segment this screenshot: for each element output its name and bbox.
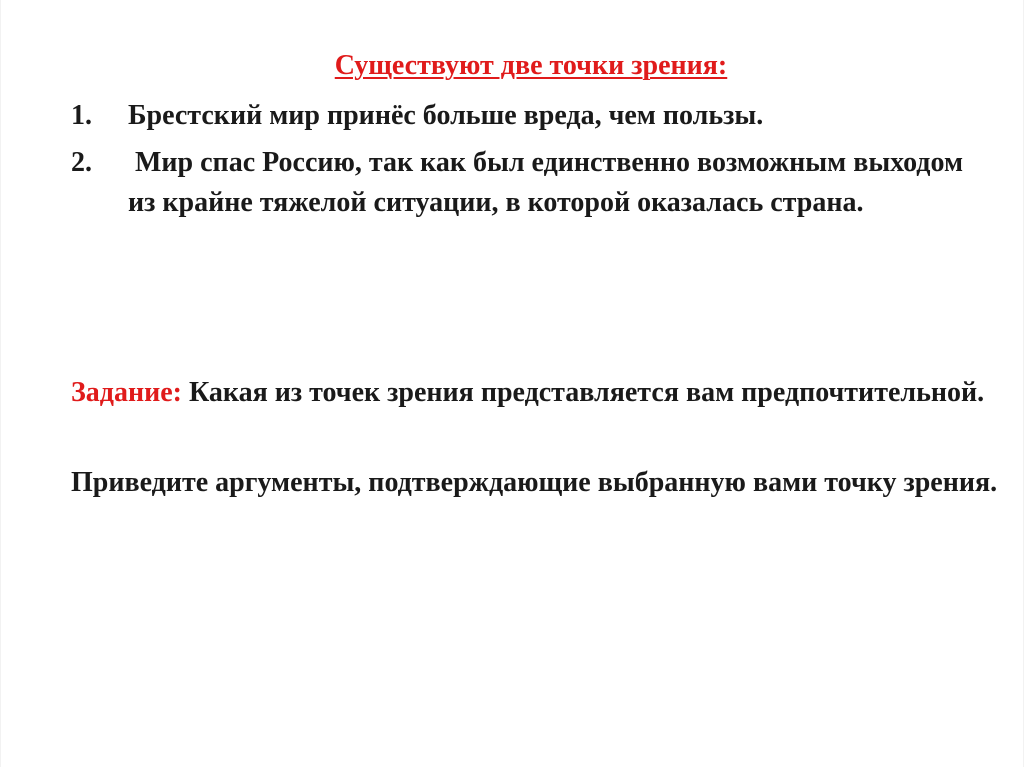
list-item-number: 2.: [71, 147, 92, 178]
list-item-text: Мир спас Россию, так как был единственно возможным выходом из крайне тяжелой ситуации, в которой оказалась страна.: [128, 147, 971, 218]
task-text: Какая из точек зрения представляется вам предпочтительной.: [181, 377, 985, 408]
list-item-1: [71, 96, 991, 136]
arguments-paragraph: Приведите аргументы, подтверждающие выбранную вами точку зрения.: [71, 467, 998, 498]
task-paragraph: [71, 373, 1011, 413]
slide-heading: Существуют две точки зрения:: [334, 50, 728, 81]
list-item-2: [71, 143, 991, 223]
list-item-text: Брестский мир принёс больше вреда, чем пользы.: [128, 100, 764, 131]
list-item-number: 1.: [71, 100, 92, 131]
task-label: Задание:: [71, 377, 182, 408]
